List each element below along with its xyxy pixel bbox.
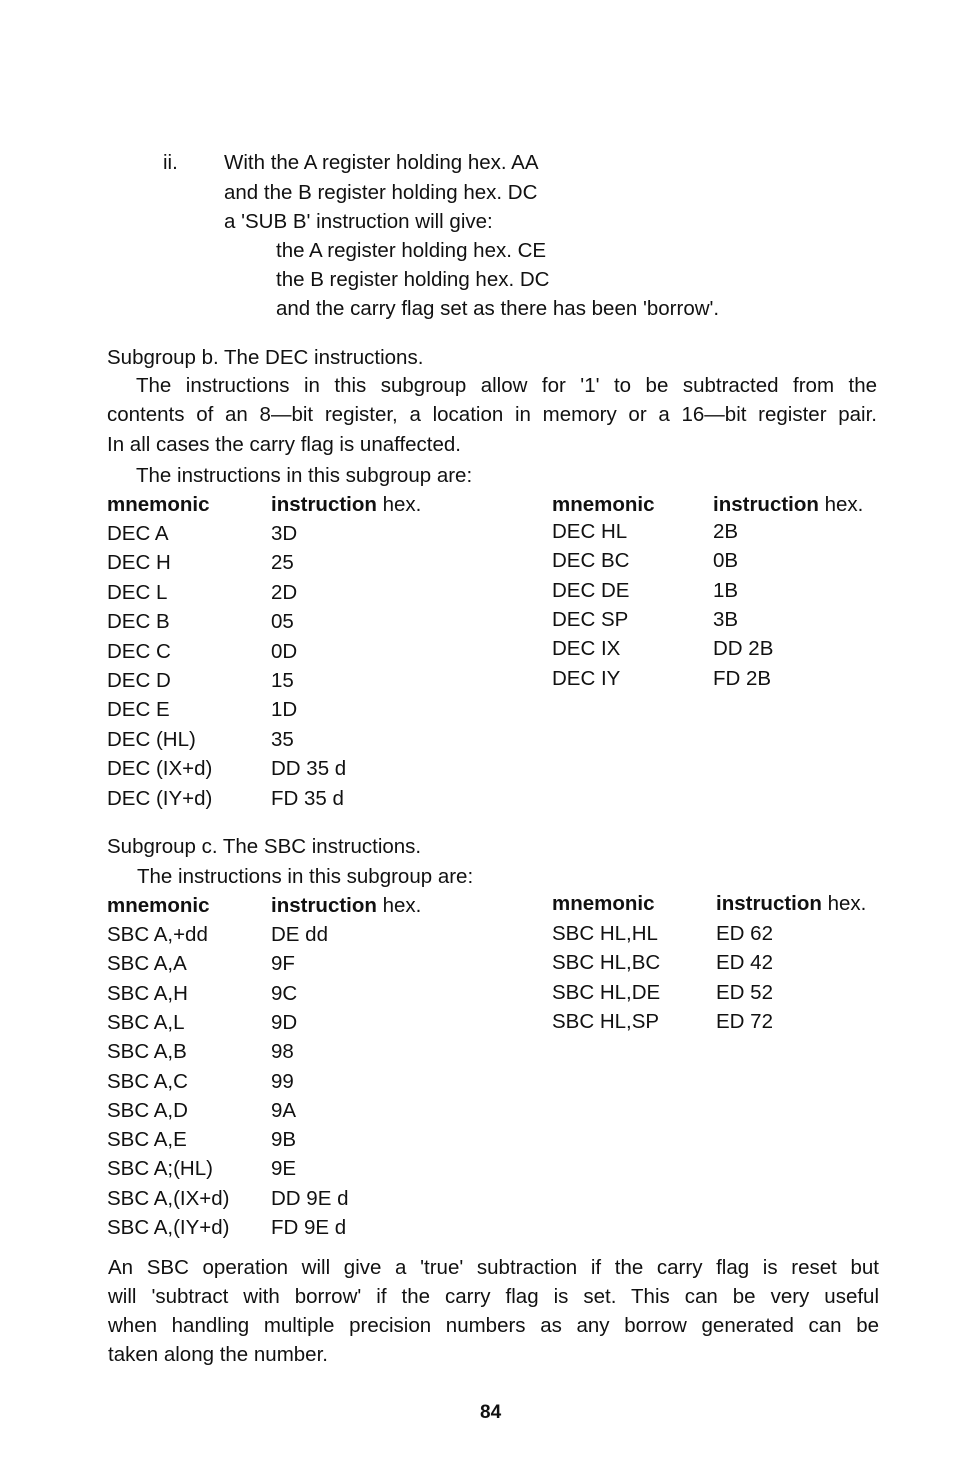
example-line: With the A register holding hex. AA xyxy=(224,151,539,174)
subgroup-c-intro: The instructions in this subgroup are: xyxy=(137,865,474,888)
example-line: and the B register holding hex. DC xyxy=(224,181,538,204)
paragraph-line: will 'subtract with borrow' if the carry flag is set. This can be very useful xyxy=(108,1285,879,1308)
mnemonic-cell: DEC L xyxy=(107,580,168,604)
opcode-cell: 25 xyxy=(271,551,294,575)
example-label: ii. xyxy=(163,151,178,174)
mnemonic-cell: SBC HL,HL xyxy=(552,922,658,945)
mnemonic-cell: SBC HL,BC xyxy=(552,951,661,975)
mnemonic-cell: SBC A;(HL) xyxy=(107,1157,213,1181)
page-number: 84 xyxy=(480,1402,502,1423)
col-header-mnemonic: mnemonic xyxy=(107,493,210,516)
opcode-cell: 3B xyxy=(713,607,739,631)
opcode-cell: 9E xyxy=(271,1157,297,1181)
opcode-cell: DD 9E d xyxy=(271,1186,349,1210)
mnemonic-cell: DEC A xyxy=(107,522,169,545)
mnemonic-cell: DEC H xyxy=(107,551,171,575)
mnemonic-cell: DEC SP xyxy=(552,607,629,631)
example-line: the B register holding hex. DC xyxy=(276,268,550,291)
col-header-instruction: instruction hex. xyxy=(271,894,422,917)
opcode-cell: FD 9E d xyxy=(271,1216,347,1239)
example-line: a 'SUB B' instruction will give: xyxy=(224,210,493,233)
subgroup-b-paragraph xyxy=(107,371,877,459)
paragraph-line: contents of an 8—bit register, a location in memory or a 16—bit register pair. xyxy=(107,403,877,427)
opcode-cell: ED 72 xyxy=(716,1009,773,1033)
mnemonic-cell: DEC (HL) xyxy=(107,727,196,751)
opcode-cell: 9C xyxy=(271,981,298,1005)
col-header-instruction: instruction hex. xyxy=(716,892,867,915)
opcode-cell: ED 52 xyxy=(716,980,773,1004)
paragraph-line: taken along the number. xyxy=(108,1343,328,1366)
paragraph-line: An SBC operation will give a 'true' subtraction if the carry flag is reset but xyxy=(108,1256,879,1279)
opcode-cell: DD 35 d xyxy=(271,757,347,781)
opcode-cell: ED 42 xyxy=(716,951,773,975)
opcode-cell: 3D xyxy=(271,522,298,545)
mnemonic-cell: DEC IY xyxy=(552,666,621,690)
opcode-cell: 1D xyxy=(271,698,298,722)
mnemonic-cell: DEC HL xyxy=(552,520,628,543)
mnemonic-cell: DEC C xyxy=(107,639,171,663)
opcode-cell: 05 xyxy=(271,610,294,634)
mnemonic-cell: DEC IX xyxy=(552,637,621,661)
opcode-cell: 9D xyxy=(271,1010,298,1034)
mnemonic-cell: SBC A,A xyxy=(107,952,187,976)
opcode-cell: 35 xyxy=(271,727,294,751)
opcode-cell: 9B xyxy=(271,1128,297,1152)
col-header-instruction: instruction hex. xyxy=(713,493,864,516)
opcode-cell: 1B xyxy=(713,578,739,602)
mnemonic-cell: SBC HL,SP xyxy=(552,1009,660,1033)
opcode-cell: 0D xyxy=(271,639,298,663)
paragraph-line: when handling multiple precision numbers as any borrow generated can be xyxy=(108,1314,879,1337)
mnemonic-cell: SBC A,E xyxy=(107,1128,187,1152)
subgroup-b-intro: The instructions in this subgroup are: xyxy=(136,464,473,487)
opcode-cell: 2B xyxy=(713,520,739,543)
opcode-cell: 0B xyxy=(713,549,739,573)
paragraph-line: In all cases the carry flag is unaffected. xyxy=(107,432,462,456)
mnemonic-cell: DEC DE xyxy=(552,578,630,602)
col-header-mnemonic: mnemonic xyxy=(552,892,655,915)
opcode-cell: DD 2B xyxy=(713,637,774,661)
example-line: the A register holding hex. CE xyxy=(276,239,547,262)
paragraph-line: The instructions in this subgroup allow for '1' to be subtracted from the xyxy=(136,374,877,397)
mnemonic-cell: DEC BC xyxy=(552,549,630,573)
subgroup-b-heading: Subgroup b. The DEC instructions. xyxy=(107,346,424,369)
opcode-cell: 99 xyxy=(271,1069,294,1093)
mnemonic-cell: SBC A,+dd xyxy=(107,923,208,946)
opcode-cell: FD 35 d xyxy=(271,786,344,810)
opcode-cell: 15 xyxy=(271,669,294,692)
opcode-cell: 9F xyxy=(271,952,295,976)
mnemonic-cell: SBC A,C xyxy=(107,1069,188,1093)
opcode-cell: DE dd xyxy=(271,923,328,946)
mnemonic-cell: DEC D xyxy=(107,669,171,692)
mnemonic-cell: DEC E xyxy=(107,698,170,722)
closing-paragraph xyxy=(108,1253,879,1369)
subgroup-c-heading: Subgroup c. The SBC instructions. xyxy=(107,835,422,858)
mnemonic-cell: SBC A,B xyxy=(107,1040,187,1064)
mnemonic-cell: SBC A,D xyxy=(107,1098,188,1122)
mnemonic-cell: SBC A,L xyxy=(107,1010,185,1034)
col-header-mnemonic: mnemonic xyxy=(107,894,210,917)
mnemonic-cell: SBC A,(IX+d) xyxy=(107,1186,230,1210)
mnemonic-cell: DEC (IX+d) xyxy=(107,757,213,781)
opcode-cell: 98 xyxy=(271,1040,294,1064)
opcode-cell: 9A xyxy=(271,1098,297,1122)
opcode-cell: 2D xyxy=(271,580,298,604)
mnemonic-cell: SBC A,H xyxy=(107,981,188,1005)
col-header-instruction: instruction hex. xyxy=(271,493,422,516)
mnemonic-cell: SBC HL,DE xyxy=(552,980,661,1004)
col-header-mnemonic: mnemonic xyxy=(552,493,655,516)
mnemonic-cell: DEC B xyxy=(107,610,170,634)
opcode-cell: FD 2B xyxy=(713,666,772,690)
example-line: and the carry flag set as there has been 'borrow'. xyxy=(276,297,720,320)
mnemonic-cell: DEC (IY+d) xyxy=(107,786,213,810)
mnemonic-cell: SBC A,(IY+d) xyxy=(107,1216,230,1239)
opcode-cell: ED 62 xyxy=(716,922,773,945)
